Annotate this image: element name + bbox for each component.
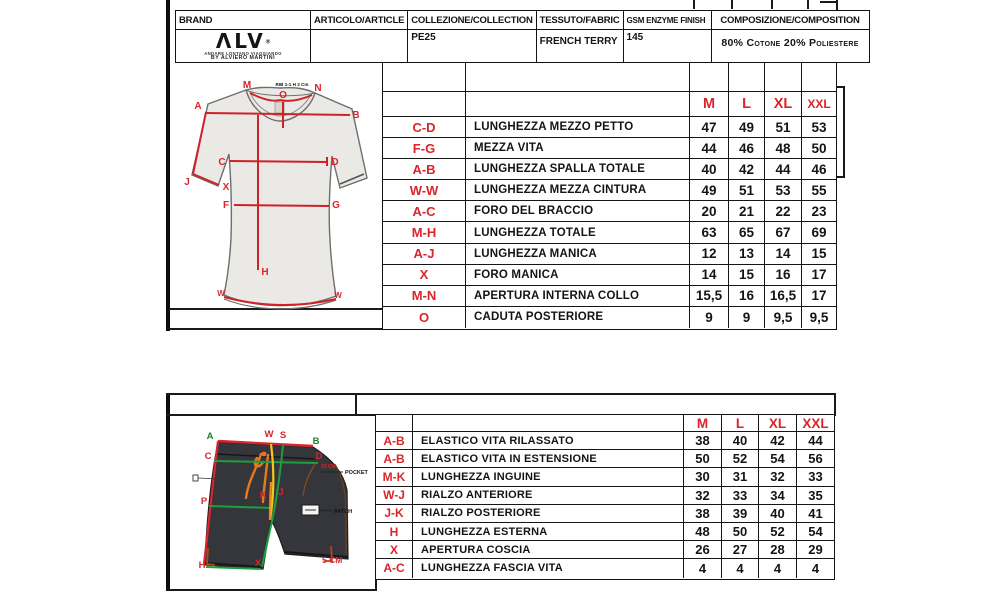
brand-tagline: ANDARE LONTANO VIAGGIANDO <box>204 51 282 56</box>
label-K: K <box>259 490 267 501</box>
measure-code: A-J <box>383 244 466 264</box>
value-m: 38 <box>684 505 722 522</box>
table-row <box>383 307 836 328</box>
measure-code: O <box>383 307 466 328</box>
measure-label: LUNGHEZZA FASCIA VITA <box>413 559 684 577</box>
frame-line <box>166 0 170 331</box>
composizione-value: 80% Cotone 20% Poliestere <box>711 30 869 63</box>
frame-line <box>843 86 845 178</box>
frame-line <box>807 0 809 9</box>
table-row <box>376 541 834 559</box>
size-col-m: M <box>684 415 722 431</box>
label-C: C <box>204 451 212 462</box>
label-P: P <box>200 496 208 507</box>
value-xl: 9,5 <box>765 307 802 328</box>
value-xxl: 15 <box>811 246 827 262</box>
header-brand-label: BRAND <box>176 11 311 30</box>
label-F: F <box>222 200 230 211</box>
value-xl: 51 <box>765 117 802 137</box>
label-S: S <box>279 430 287 441</box>
table-row <box>383 159 836 180</box>
value-xl: 48 <box>765 138 802 158</box>
table-row <box>383 201 836 222</box>
measure-code: A-B <box>383 159 466 179</box>
label-W: W <box>264 429 274 440</box>
value-xxl: 46 <box>811 161 827 177</box>
patch-note: PATCH <box>334 509 353 515</box>
value-xl: 40 <box>759 505 797 522</box>
label-J: J <box>184 177 190 188</box>
rib-note: RIB 1-1 H 2 Cm <box>275 82 309 87</box>
measure-code: W-W <box>383 180 466 200</box>
table-row <box>376 505 834 523</box>
table-row <box>376 468 834 486</box>
rise-line-orange <box>270 482 271 520</box>
value-l: 27 <box>722 541 759 558</box>
size-col-xl: XL <box>765 92 802 116</box>
brand-logo-text: ΛLV <box>215 29 266 53</box>
tshirt-body <box>192 87 367 305</box>
table-row <box>383 138 836 159</box>
measure-label: RIALZO POSTERIORE <box>413 505 684 522</box>
value-m: 40 <box>690 159 729 179</box>
value-xxl: 17 <box>811 267 827 283</box>
value-xxl: 50 <box>811 140 827 156</box>
value-m: 14 <box>690 265 729 285</box>
frame-line <box>731 0 733 9</box>
label-A: A <box>206 431 214 442</box>
value-xxl: 69 <box>811 225 827 241</box>
measure-label: CADUTA POSTERIORE <box>466 307 690 328</box>
label-H: H <box>261 267 269 278</box>
value-xl: 4 <box>759 559 797 577</box>
value-xl: 42 <box>759 432 797 449</box>
value-l: 39 <box>722 505 759 522</box>
label-D: D <box>331 157 339 168</box>
drawstring-knot <box>262 452 267 457</box>
value-xxl: 35 <box>808 487 823 503</box>
label-W-right: W <box>334 291 342 300</box>
measure-label: LUNGHEZZA MEZZO PETTO <box>466 117 690 137</box>
frame-line <box>837 86 845 88</box>
value-m: 4 <box>684 559 722 577</box>
value-l: 31 <box>722 468 759 485</box>
collezione-value: PE25 <box>408 30 536 63</box>
label-X: X <box>222 182 230 193</box>
table-row <box>376 450 834 468</box>
measure-code: H <box>376 523 413 540</box>
size-col-m: M <box>690 92 729 116</box>
value-m: 15,5 <box>690 286 729 306</box>
table-row <box>383 222 836 243</box>
tessuto-value: FRENCH TERRY <box>536 30 623 63</box>
value-xxl: 54 <box>808 524 823 540</box>
registered-mark: ® <box>265 39 271 46</box>
value-xxl: 33 <box>808 469 823 485</box>
table-row <box>383 286 836 307</box>
measure-label: RIALZO ANTERIORE <box>413 487 684 504</box>
table-row <box>383 265 836 286</box>
spec-header-table <box>175 10 870 63</box>
label-N: N <box>314 83 322 94</box>
value-m: 32 <box>684 487 722 504</box>
slit-note: 5 CM <box>322 555 343 565</box>
measure-label: LUNGHEZZA INGUINE <box>413 468 684 485</box>
value-m: 30 <box>684 468 722 485</box>
value-l: 13 <box>729 244 765 264</box>
value-l: 15 <box>729 265 765 285</box>
value-l: 46 <box>729 138 765 158</box>
value-l: 42 <box>729 159 765 179</box>
value-l: 4 <box>722 559 759 577</box>
frame-line <box>166 393 170 591</box>
value-xl: 16 <box>765 265 802 285</box>
measure-code: X <box>383 265 466 285</box>
value-xxl: 41 <box>808 505 823 521</box>
value-m: 63 <box>690 222 729 242</box>
measure-label: LUNGHEZZA ESTERNA <box>413 523 684 540</box>
value-m: 44 <box>690 138 729 158</box>
value-l: 40 <box>722 432 759 449</box>
value-l: 52 <box>722 450 759 467</box>
measure-code: X <box>376 541 413 558</box>
value-xl: 52 <box>759 523 797 540</box>
measure-label: ELASTICO VITA RILASSATO <box>413 432 684 449</box>
measure-label: APERTURA COSCIA <box>413 541 684 558</box>
gsm-value: 145 <box>623 30 711 63</box>
left-leader-mark <box>193 475 198 481</box>
shorts-measure-table <box>375 414 835 580</box>
chest-line <box>230 161 327 162</box>
frame-line <box>355 393 357 414</box>
label-C: C <box>218 157 226 168</box>
table-row <box>376 523 834 541</box>
tshirt-measure-table <box>382 62 837 330</box>
value-xxl: 9,5 <box>809 309 829 325</box>
label-M: M <box>242 80 252 91</box>
measure-code: M-N <box>383 286 466 306</box>
size-col-xxl: XXL <box>802 415 829 431</box>
header-articolo-label: ARTICOLO/ARTICLE <box>311 11 408 30</box>
table-row <box>376 559 834 577</box>
value-xxl: 56 <box>808 451 823 467</box>
size-header-row <box>376 415 834 432</box>
value-xl: 16,5 <box>765 286 802 306</box>
measure-code: W-J <box>376 487 413 504</box>
label-O: O <box>279 90 287 101</box>
value-l: 9 <box>729 307 765 328</box>
value-m: 20 <box>690 201 729 221</box>
label-D: D <box>315 451 323 462</box>
value-m: 48 <box>684 523 722 540</box>
label-B: B <box>312 436 320 447</box>
measure-label: FORO MANICA <box>466 265 690 285</box>
value-l: 33 <box>722 487 759 504</box>
label-A: A <box>194 101 202 112</box>
value-xl: 28 <box>759 541 797 558</box>
measure-label: LUNGHEZZA MANICA <box>466 244 690 264</box>
value-m: 12 <box>690 244 729 264</box>
brand-byline: BY ALVIERO MARTINI <box>210 55 276 62</box>
frame-line <box>837 176 845 178</box>
measure-code: F-G <box>383 138 466 158</box>
value-xxl: 17 <box>811 288 827 304</box>
value-l: 50 <box>722 523 759 540</box>
label-G: G <box>332 200 340 211</box>
value-l: 65 <box>729 222 765 242</box>
value-xxl: 23 <box>811 203 827 219</box>
measure-code: A-C <box>383 201 466 221</box>
value-xxl: 4 <box>811 560 820 576</box>
value-l: 21 <box>729 201 765 221</box>
value-m: 9 <box>690 307 729 328</box>
table-row <box>383 180 836 201</box>
measure-label: LUNGHEZZA MEZZA CINTURA <box>466 180 690 200</box>
size-col-xxl: XXL <box>807 97 831 111</box>
header-collezione-label: COLLEZIONE/COLLECTION <box>408 11 536 30</box>
measure-code: A-B <box>376 432 413 449</box>
value-xl: 32 <box>759 468 797 485</box>
waistband-note: 15 CM <box>321 464 336 470</box>
value-l: 16 <box>729 286 765 306</box>
value-m: 50 <box>684 450 722 467</box>
value-l: 51 <box>729 180 765 200</box>
brand-logo <box>179 30 307 62</box>
measure-label: ELASTICO VITA IN ESTENSIONE <box>413 450 684 467</box>
value-xxl: 55 <box>811 182 827 198</box>
frame-line <box>834 393 836 414</box>
header-gsm-label: GSM ENZYME FINISH <box>623 11 711 30</box>
measure-code: C-D <box>383 117 466 137</box>
measure-label: MEZZA VITA <box>466 138 690 158</box>
size-col-l: L <box>722 415 759 431</box>
label-W-left: W <box>217 289 225 298</box>
value-m: 38 <box>684 432 722 449</box>
table-row <box>383 244 836 265</box>
label-J: J <box>278 487 284 498</box>
table-row <box>383 63 836 92</box>
value-xxl: 44 <box>808 433 823 449</box>
header-composizione-label: COMPOSIZIONE/COMPOSITION <box>711 11 869 30</box>
waist-line <box>234 205 329 206</box>
label-B: B <box>352 110 360 121</box>
measure-label: APERTURA INTERNA COLLO <box>466 286 690 306</box>
measure-code: M-K <box>376 468 413 485</box>
measure-code: J-K <box>376 505 413 522</box>
size-header-row <box>383 92 836 117</box>
header-tessuto-label: TESSUTO/FABRIC <box>536 11 623 30</box>
value-m: 26 <box>684 541 722 558</box>
table-row <box>376 432 834 450</box>
value-xl: 34 <box>759 487 797 504</box>
measure-code: A-B <box>376 450 413 467</box>
value-xl: 53 <box>765 180 802 200</box>
frame-line <box>836 0 838 10</box>
value-xl: 44 <box>765 159 802 179</box>
table-row <box>376 487 834 505</box>
value-m: 47 <box>690 117 729 137</box>
frame-line <box>820 1 837 3</box>
size-col-xl: XL <box>759 415 797 431</box>
measure-code: M-H <box>383 222 466 242</box>
value-xxl: 29 <box>808 542 823 558</box>
frame-line <box>166 393 836 395</box>
frame-line <box>693 0 695 9</box>
size-col-l: L <box>729 92 765 116</box>
frame-line <box>771 0 773 9</box>
value-m: 49 <box>690 180 729 200</box>
table-row <box>383 117 836 138</box>
measure-label: FORO DEL BRACCIO <box>466 201 690 221</box>
value-l: 49 <box>729 117 765 137</box>
measure-label: LUNGHEZZA TOTALE <box>466 222 690 242</box>
measure-code: A-C <box>376 559 413 577</box>
value-xl: 22 <box>765 201 802 221</box>
value-xl: 14 <box>765 244 802 264</box>
label-H: H <box>198 560 206 571</box>
value-xl: 54 <box>759 450 797 467</box>
value-xl: 67 <box>765 222 802 242</box>
pocket-note: POCKET <box>345 470 368 476</box>
label-X: X <box>254 558 262 569</box>
tshirt-diagram <box>172 55 384 330</box>
measure-label: LUNGHEZZA SPALLA TOTALE <box>466 159 690 179</box>
value-xxl: 53 <box>811 119 827 135</box>
